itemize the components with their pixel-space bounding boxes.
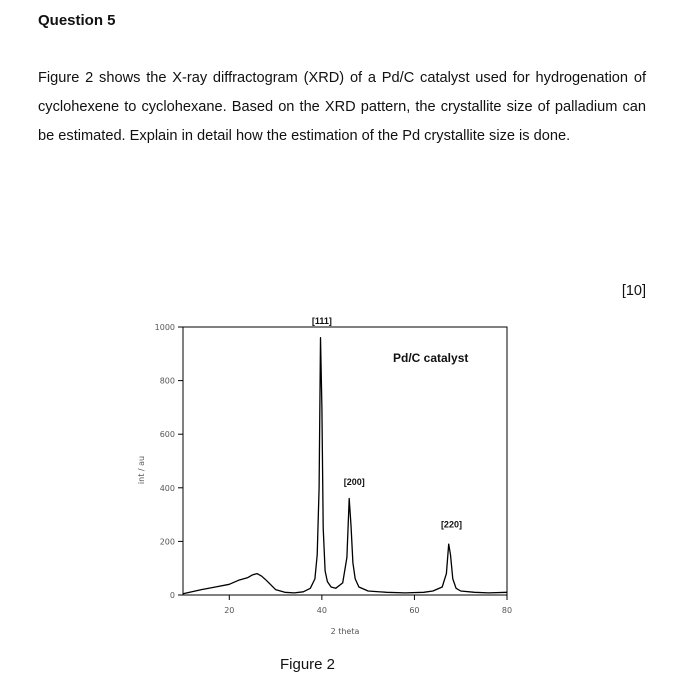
y-tick-label: 1000 — [154, 323, 175, 332]
y-axis — [155, 323, 183, 600]
peak-annotations — [312, 316, 462, 530]
x-axis — [224, 595, 512, 615]
legend-label: Pd/C catalyst — [393, 351, 469, 365]
question-text: Figure 2 shows the X-ray diffractogram (XRD) of a Pd/C catalyst used for hydrogenation of cyclohexene to cyclohexane. Based on the XRD pattern, the crystallite size of palladium can be estimated. Explain in detail how the estimation of the Pd crystallite size is done. — [38, 70, 646, 144]
question-title: Question 5 — [38, 12, 116, 29]
plot-frame — [183, 327, 507, 595]
x-tick-label: 60 — [409, 606, 420, 615]
peak-label: [220] — [440, 519, 462, 530]
x-tick-label: 80 — [501, 606, 513, 615]
y-tick-label: 600 — [159, 430, 175, 440]
peak-label: [111] — [311, 316, 332, 326]
peak-label: [200] — [343, 476, 365, 487]
x-tick-label: 20 — [224, 606, 235, 615]
x-tick-label: 40 — [316, 606, 327, 615]
y-tick-label: 400 — [159, 483, 175, 493]
series-line-pd-c — [183, 338, 507, 594]
y-tick-label: 800 — [159, 376, 175, 386]
y-tick-label: 200 — [159, 537, 175, 547]
figure-caption: Figure 2 — [280, 656, 336, 673]
y-tick-label: 0 — [169, 591, 175, 600]
marks-label: [10] — [621, 283, 646, 299]
x-axis-label: 2 theta — [330, 627, 360, 636]
y-axis-label: int / au — [137, 455, 146, 485]
